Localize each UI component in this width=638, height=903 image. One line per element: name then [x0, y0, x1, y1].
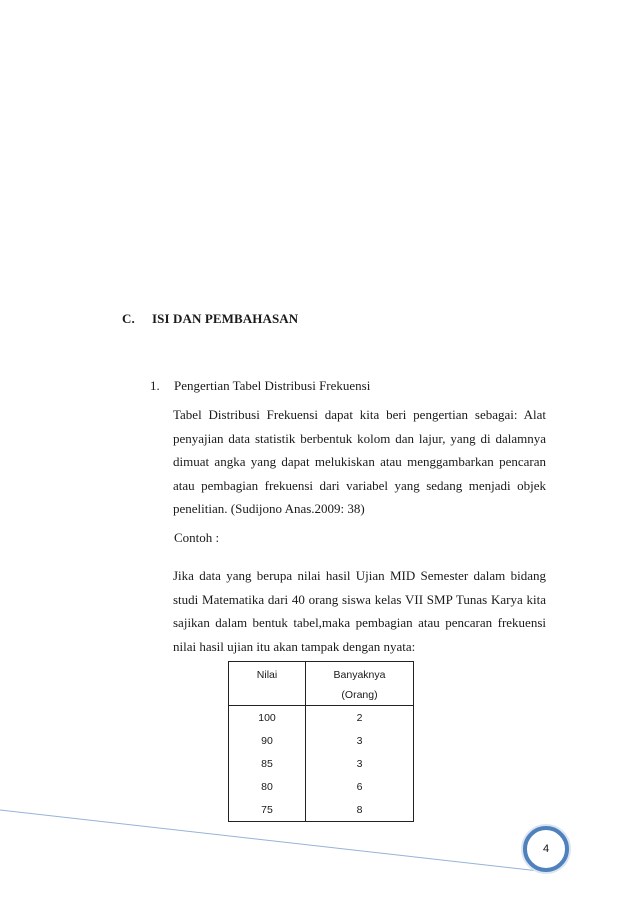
- cell-nilai: 85: [229, 752, 306, 775]
- page-number: 4: [542, 843, 550, 855]
- example-label: Contoh :: [174, 530, 220, 545]
- paragraph-line: penelitian. (Sudijono Anas.2009: 38): [173, 501, 365, 516]
- paragraph-line: sajikan dalam bentuk tabel,maka pembagian atau pencaran frekuensi: [173, 615, 546, 630]
- cell-banyaknya: 3: [306, 729, 414, 752]
- cell-nilai: 90: [229, 729, 306, 752]
- subsection-title: Pengertian Tabel Distribusi Frekuensi: [174, 378, 371, 393]
- example-paragraph: [173, 564, 546, 658]
- paragraph-line: atau pembagian frekuensi dari variabel yang sedang menjadi objek: [173, 477, 546, 493]
- paragraph-line: nilai hasil ujian itu akan tampak dengan nyata:: [173, 638, 416, 654]
- cell-nilai: 75: [229, 798, 306, 822]
- section-heading: [122, 311, 298, 327]
- table-header-row: [229, 662, 414, 706]
- paragraph-line: dimuat angka yang dapat melukiskan atau menggambarkan pencaran: [173, 454, 546, 469]
- footer-rule-line: [0, 810, 548, 872]
- table-row: [229, 729, 414, 752]
- header-nilai: Nilai: [229, 662, 306, 706]
- cell-banyaknya: 6: [306, 775, 414, 798]
- header-banyaknya-line1: Banyaknya: [333, 669, 386, 681]
- table-row: [229, 752, 414, 775]
- paragraph-line: Tabel Distribusi Frekuensi dapat kita beri pengertian sebagai: Alat: [173, 407, 546, 422]
- paragraph-line: penyajian data statistik berbentuk kolom dan lajur, yang di dalamnya: [173, 430, 546, 446]
- definition-paragraph: [173, 403, 546, 521]
- cell-banyaknya: 8: [306, 798, 414, 822]
- cell-nilai: 80: [229, 775, 306, 798]
- subsection-number: 1.: [150, 378, 160, 393]
- section-title: ISI DAN PEMBAHASAN: [152, 311, 299, 326]
- cell-nilai: 100: [229, 706, 306, 730]
- section-letter: C.: [122, 311, 135, 326]
- header-banyaknya-line2: (Orang): [341, 689, 378, 701]
- paragraph-line: Jika data yang berupa nilai hasil Ujian MID Semester dalam bidang: [173, 568, 546, 583]
- header-banyaknya: [306, 662, 414, 706]
- subsection-heading: [150, 378, 370, 394]
- cell-banyaknya: 3: [306, 752, 414, 775]
- cell-banyaknya: 2: [306, 706, 414, 730]
- table-row: [229, 706, 414, 730]
- paragraph-line: studi Matematika dari 40 orang siswa kelas VII SMP Tunas Karya kita: [173, 591, 546, 607]
